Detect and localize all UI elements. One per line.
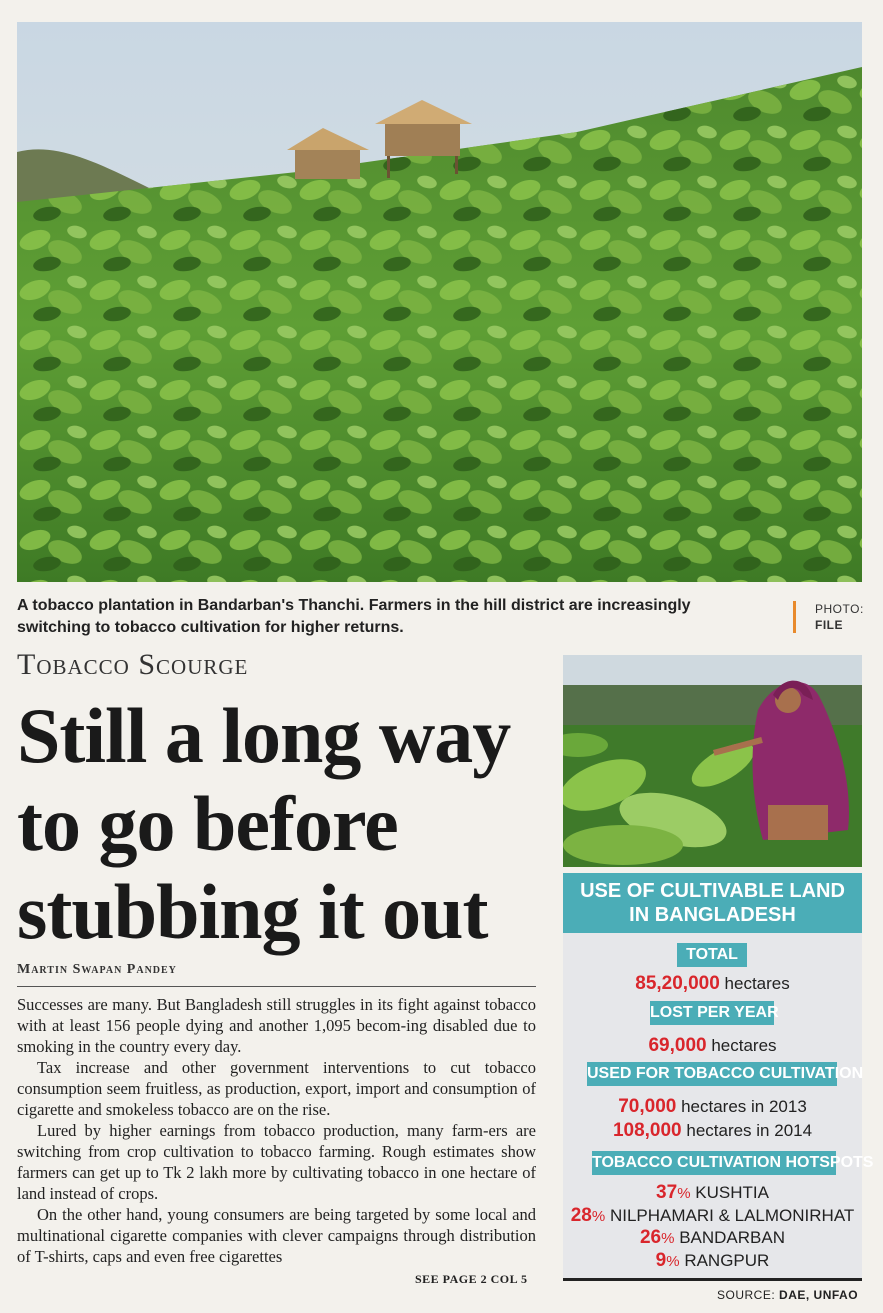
hotspot-percent: % [666,1253,680,1270]
article-paragraph: Successes are many. But Bangladesh still struggles in its fight against tobacco with at least 156 people dying and another 1,095 becom-ing disabled due to smoking in the country every day. [17,995,536,1056]
farmer-photo [563,655,862,867]
hotspot-row [563,1182,862,1205]
article-byline: Martin Swapan Pandey [17,962,177,977]
tobacco-use-tag: USED FOR TOBACCO CULTIVATION [587,1062,837,1086]
total-stat [563,973,862,995]
photo-credit [815,601,864,633]
hotspot-place: NILPHAMARI & LALMONIRHAT [609,1206,855,1225]
tobacco-2013-text: hectares in 2013 [681,1097,807,1116]
photo-credit-label: PHOTO: [815,602,864,616]
hotspot-value: 9 [655,1250,667,1271]
hotspot-percent: % [661,1230,675,1247]
hotspot-value: 26 [639,1227,662,1248]
tobacco-2014-stat [563,1120,862,1142]
hotspot-row [563,1227,862,1250]
article-paragraph: On the other hand, young consumers are being targeted by some local and multinational cigarette companies with clever campaigns through distribution of T-shirts, caps and even free cigarettes [17,1205,536,1266]
caption-line-1: A tobacco plantation in Bandarban's Thanchi. Farmers in the hill district are increasingly [17,597,691,614]
infographic-title [563,873,862,933]
lost-per-year-stat [563,1035,862,1057]
hotspot-value: 28 [570,1205,592,1226]
photo-caption [17,595,757,639]
headline-line-3: stubbing it out [17,868,488,955]
infographic-title-line-2: IN BANGLADESH [629,904,796,926]
article-headline [17,692,547,956]
hotspot-place: RANGPUR [684,1251,770,1270]
hotspot-place: KUSHTIA [695,1183,769,1202]
hotspot-row [563,1205,862,1228]
article-kicker: Tobacco Scourge [17,648,249,681]
hotspots-tag: TOBACCO CULTIVATION HOTSPOTS [592,1151,836,1175]
infographic-title-line-1: USE OF CULTIVABLE LAND [580,880,845,902]
tobacco-2013-stat [563,1096,862,1118]
hotspot-value: 37 [656,1182,678,1203]
hotspot-place: BANDARBAN [679,1228,786,1247]
total-tag: TOTAL [677,943,747,967]
tobacco-2013-value: 70,000 [618,1096,677,1117]
lost-value: 69,000 [648,1035,707,1056]
source-name: DAE, UNFAO [779,1288,859,1302]
continuation-link[interactable]: SEE PAGE 2 COL 5 [415,1272,528,1286]
total-value: 85,20,000 [635,973,720,994]
photo-credit-name: FILE [815,618,843,632]
hotspot-percent: % [591,1208,606,1225]
article-paragraph: Tax increase and other government interventions to cut tobacco consumption seem fruitless, as production, export, import and consumption of cigarette and smokeless tobacco are on the rise. [17,1058,536,1119]
lost-per-year-tag: LOST PER YEAR [650,1001,774,1025]
tobacco-2014-text: hectares in 2014 [686,1121,813,1140]
hotspot-percent: % [677,1185,691,1202]
byline-rule [17,986,536,987]
credit-divider [793,601,796,633]
source-label: SOURCE: [717,1288,776,1302]
caption-line-2: switching to tobacco cultivation for higher returns. [17,619,404,636]
article-paragraph: Lured by higher earnings from tobacco production, many farm-ers are switching from crop cultivation to tobacco farming. Rough estimates show farmers can get up to Tk 2 lakh more by cultivating tobacco in one hectare of land instead of crops. [17,1121,536,1203]
tobacco-2014-value: 108,000 [612,1120,682,1141]
article-body [17,994,536,1267]
lost-unit: hectares [711,1036,777,1055]
hotspot-row [563,1250,862,1273]
headline-line-1: Still a long way [17,692,511,779]
infographic-source [717,1288,858,1302]
headline-line-2: to go before [17,780,398,867]
infographic-panel [563,933,874,1281]
tobacco-plantation-photo [17,22,862,582]
total-unit: hectares [724,974,790,993]
